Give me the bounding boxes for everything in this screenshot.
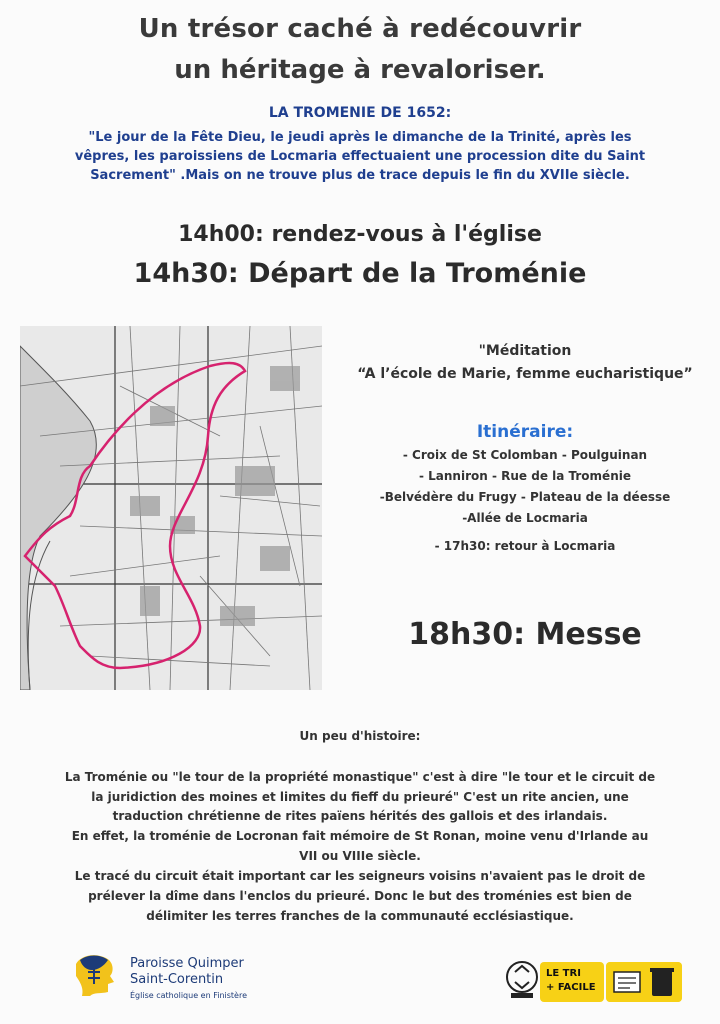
itinerary-item: -Belvédère du Frugy - Plateau de la déesse [379,490,671,504]
sorting-bin-icon [606,962,682,1002]
title-line-2: un héritage à revaloriser. [174,55,546,85]
itinerary-item: - Croix de St Colomban - Poulguinan [402,448,648,462]
title-line-1: Un trésor caché à redécouvrir [138,14,582,44]
route-map [20,326,322,690]
history-line: la juridiction des moines et limites du fieff du prieuré" C'est un rite ancien, une [91,790,629,804]
parish-subtitle: Église catholique en Finistère [130,991,248,1000]
rendezvous-time: 14h00: rendez-vous à l'église [178,222,542,247]
itinerary-heading: Itinéraire: [476,422,574,442]
parish-logo-icon [70,950,122,1002]
history-line: délimiter les terres franches de la communauté ecclésiastique. [146,909,574,923]
quote-line: Sacrement" .Mais on ne trouve plus de trace depuis le fin du XVIIe siècle. [90,168,630,183]
tri-label-1: LE TRI [546,968,581,979]
itinerary-return: - 17h30: retour à Locmaria [434,539,616,553]
meditation-label: "Méditation [478,343,572,359]
tri-label-2: + FACILE [546,982,596,993]
meditation-title: “A l’école de Marie, femme eucharistique” [357,366,693,382]
tromenie-heading: LA TROMENIE DE 1652: [268,105,452,121]
quote-line: "Le jour de la Fête Dieu, le jeudi après le dimanche de la Trinité, après les [88,130,632,145]
mass-time: 18h30: Messe [408,617,642,652]
parish-name-line1: Paroisse Quimper [130,956,244,971]
history-line: VII ou VIIIe siècle. [299,849,421,863]
itinerary-item: - Lanniron - Rue de la Troménie [418,469,631,483]
recycle-icon [505,960,539,1000]
itinerary-item: -Allée de Locmaria [462,511,588,525]
quote-line: vêpres, les paroissiens de Locmaria effectuaient une procession dite du Saint [74,149,646,164]
tri-facile-badge [540,962,604,1002]
history-line: La Troménie ou "le tour de la propriété monastique" c'est à dire "le tour et le circuit de [64,770,656,784]
parish-logo [70,950,270,1010]
history-line: Le tracé du circuit était important car les seigneurs voisins n'avaient pas le droit de [74,869,646,883]
history-line: En effet, la troménie de Locronan fait mémoire de St Ronan, moine venu d'Irlande au [71,829,649,843]
departure-time: 14h30: Départ de la Troménie [133,258,587,289]
parish-name-line2: Saint-Corentin [130,972,224,987]
history-heading: Un peu d'histoire: [299,729,421,743]
history-line: prélever la dîme dans l'enclos du prieuré. Donc le but des troménies est bien de [88,889,632,903]
history-line: traduction chrétienne de rites païens hérités des gallois et des irlandais. [112,809,608,823]
